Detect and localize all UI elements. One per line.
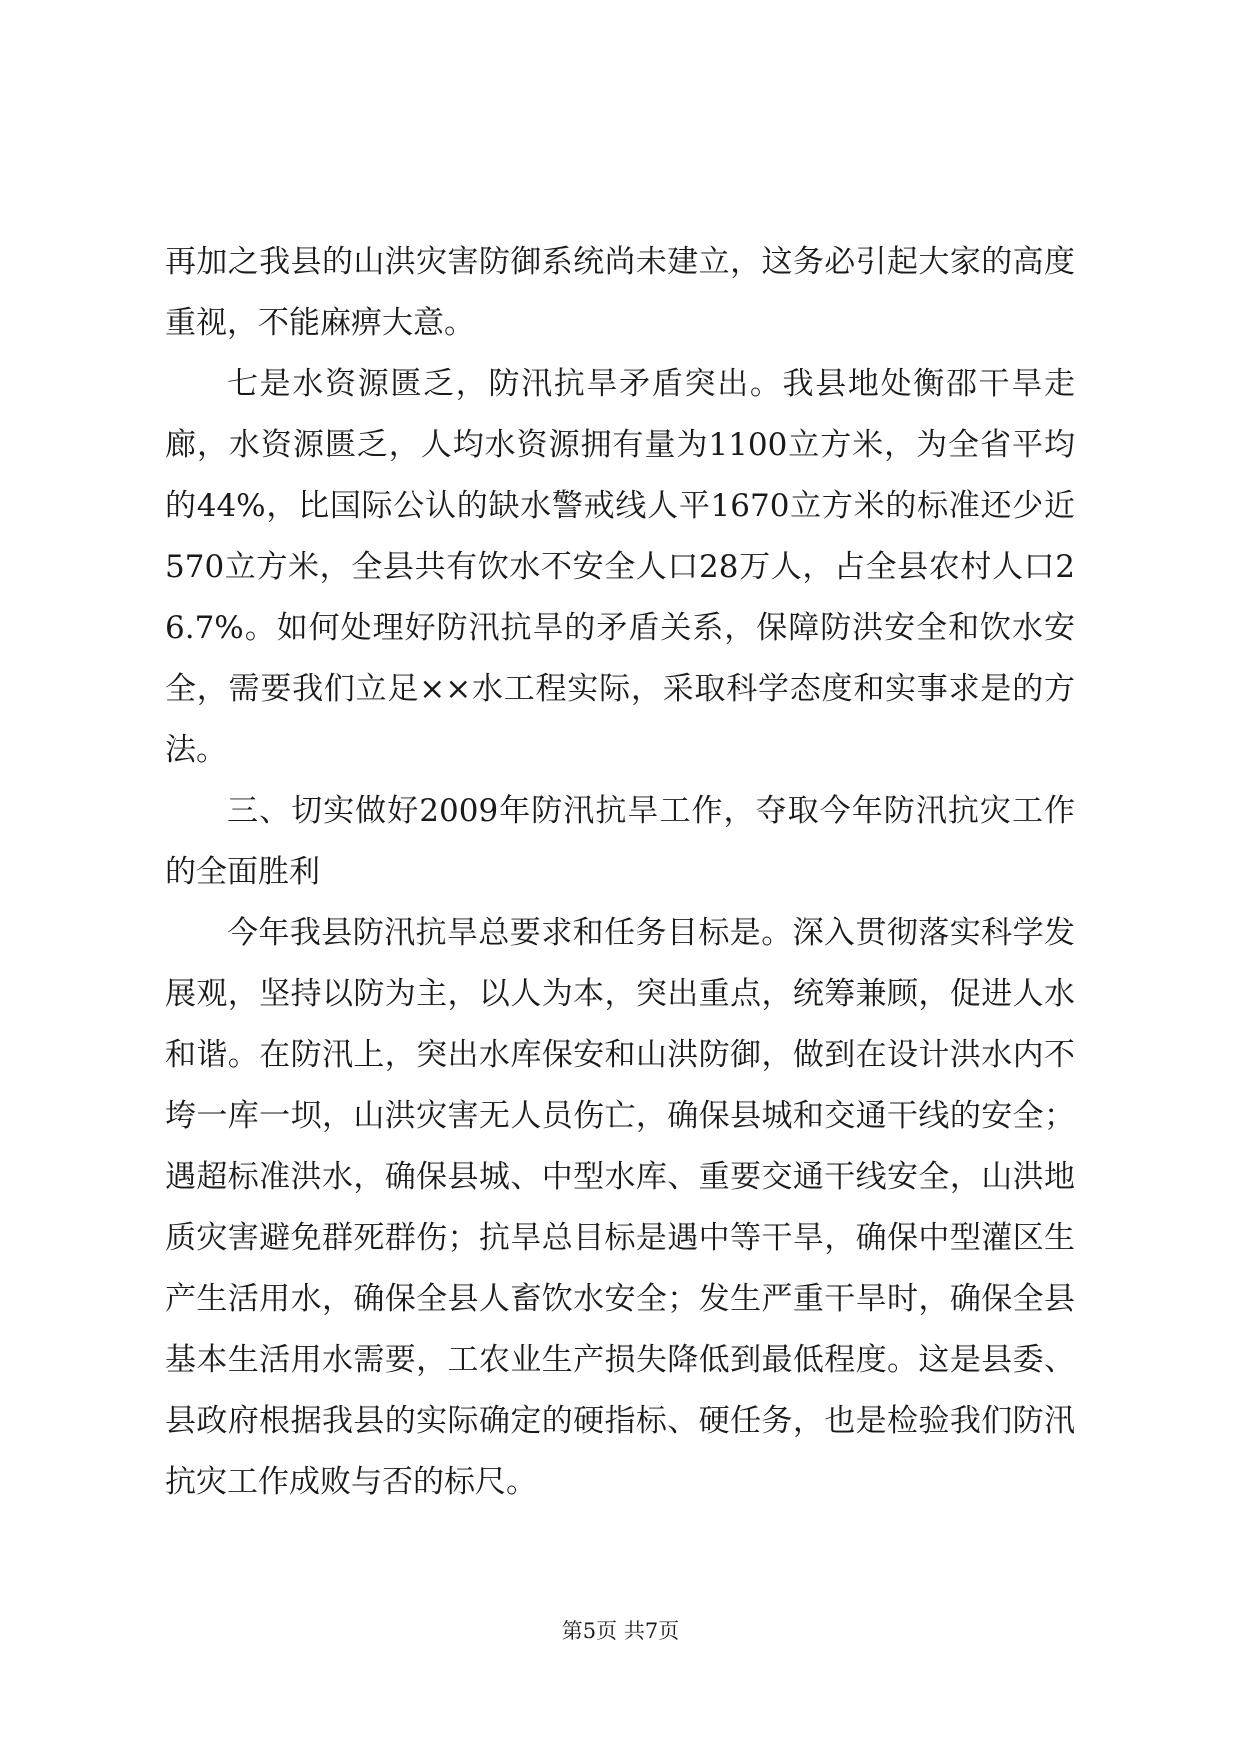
page-number-footer: 第5页 共7页 (561, 1619, 680, 1643)
paragraph-targets: 今年我县防汛抗旱总要求和任务目标是。深入贯彻落实科学发展观，坚持以防为主，以人为本，突出重点，统筹兼顾，促进人水和谐。在防汛上，突出水库保安和山洪防御，做到在设计洪水内不垮一库一坝，山洪灾害无人员伤亡，确保县城和交通干线的安全；遇超标准洪水，确保县城、中型水库、重要交通干线安全，山洪地质灾害避免群死群伤；抗旱总目标是遇中等干旱，确保中型灌区生产生活用水，确保全县人畜饮水安全；发生严重干旱时，确保全县基本生活用水需要，工农业生产损失降低到最低程度。这是县委、县政府根据我县的实际确定的硬指标、硬任务，也是检验我们防汛抗灾工作成败与否的标尺。 (165, 915, 1075, 1500)
paragraph-continuation: 再加之我县的山洪灾害防御系统尚未建立，这务必引起大家的高度重视，不能麻痹大意。 (165, 244, 1075, 341)
paragraph-water-resources: 七是水资源匮乏，防汛抗旱矛盾突出。我县地处衡邵干旱走廊，水资源匮乏，人均水资源拥有量为1100立方米，为全省平均的44%，比国际公认的缺水警戒线人平1670立方米的标准还少近570立方米，全县共有饮水不安全人口28万人，占全县农村人口26.7%。如何处理好防汛抗旱的矛盾关系，保障防洪安全和饮水安全，需要我们立足××水工程实际，采取科学态度和实事求是的方法。 (165, 366, 1075, 768)
section-heading-three: 三、切实做好2009年防汛抗旱工作，夺取今年防汛抗灾工作的全面胜利 (165, 793, 1075, 890)
document-body (165, 232, 1075, 1513)
